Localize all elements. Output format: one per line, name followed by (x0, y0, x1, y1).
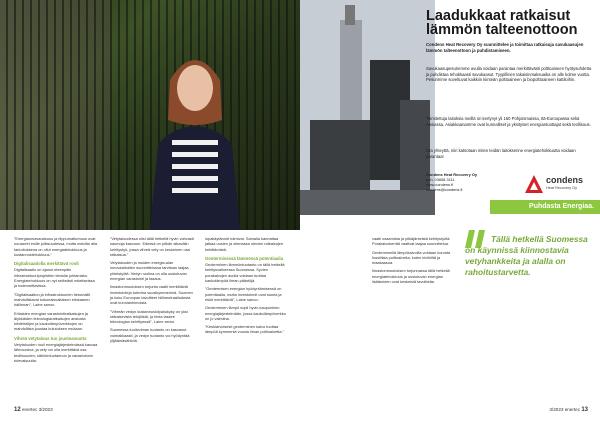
magazine-left: enertec 3/2023 (21, 407, 53, 412)
col1-p4: Erilaisten energian varastointiratkaisujen ja älykkäiden teknologiaratkaisujen ansiosta kiinteistöjen ja kaukolämpöverkkojen on mahdollista joustaa kulutuksen mukaan. (14, 310, 88, 332)
contact-web[interactable]: www.condens.fi (426, 182, 454, 187)
person-figure (140, 30, 250, 230)
logo-mark-icon (524, 174, 544, 194)
ad-para2: Toimitettuja laitoksia meillä on kertynyt yli 160 Pohjoismaissa, Itä-Euroopassa sekä Aasiassa. Asiakkaanamme ovat kunnalliset ja yksityiset energiantuottajat sekä teollisuus. (426, 116, 591, 127)
col1-p2: Digitalisaatio on ajanut eteenpäin infrastruktuuriprojektien tiedolla johtamista. Energiatehokkuus on nyt selkeästi mitattavissa ja todennettavissa. (14, 267, 95, 289)
ad-slogan: Puhdasta Energiaa. (490, 200, 600, 214)
col1-p3: "Digitalisaation ja infrastruktuurien tietomallit mahdollistavat kokonaisvaltaisen elinkaaren hallinnan", Laine sanoo. (14, 291, 91, 308)
ad-contact (426, 172, 506, 192)
ad-intro: Condens Heat Recovery Oy suunnittelee ja toimittaa ratkaisuja savukaasujen lämmön talteenottoon ja puhdistamiseen. (426, 42, 584, 53)
contact-phone: puh. 03658 3111 (426, 177, 455, 182)
pull-quote (465, 234, 590, 278)
footer-left (14, 407, 53, 413)
col2-p4: "Vihreän vedyn kustannuskilpailukyky on yksi ratkaisevista tekijöistä, ja hinta laskee teknologian kehittyessä", Laine arvioi. (110, 308, 188, 325)
col2-p1: "Vetytaloudessa olisi tällä hetkellä hyvin vahvasti saumoja kasvuun. Edessä on pitkän aikavälin kehitystyö, jossa vihreä vety on keskeinen osa ratkaisua." (110, 236, 194, 257)
magazine-right: 3/2023 enertec (549, 407, 581, 412)
col3-heading1: Geotermisessä lämmössä potentiaalia (205, 255, 284, 261)
col1-heading2: Vihreä vetytalous tuo jousteavuutta (14, 335, 87, 341)
col2-p3: Ilmastonmuutoksen torjunta vaatii merkittäviä investointeja tulevina vuosikymmeninä. Suomen ja koko Euroopan tavoitteet hiilineutraaliudesta ovat kunnianhimoisia. (110, 284, 193, 306)
article-column-1 (14, 236, 98, 366)
ad-para3: Ota yhteyttä, niin katsotaan miten teidän laitoksenne energiatehokkuutta voidaan parantaa! (426, 148, 576, 159)
col2-p5: Suomessa tuulivoiman tuotanto on kasvanut voimakkaasti, ja vedyn tuotanto voi hyödyntää ylijäämäsähköä. (110, 327, 190, 344)
col3-p5: "Keskiarvoisesti geoterminen kaivo tuottaa lämpöä kymmeniä vuosia ilman polttoainetta." (205, 324, 285, 335)
logo-sub: Heat Recovery Oy (546, 186, 578, 190)
col4-p2: Geotermisellä lämpökaivoilla voidaan korvata fossiilisia polttoaineita, kuten kivihiiltä ja maakaasua. (372, 249, 451, 266)
contact-company: Condens Heat Recovery Oy (426, 172, 478, 177)
col1-heading1: Digitalisaatiolla merkittävä rooli (14, 261, 79, 267)
col4-p1: vaatii osaamista ja pitkäjänteistä kehitystyötä. Porakaivokentät vaativat laajaa suunnittelua. (372, 236, 451, 247)
col3-p1: lupakäytännöt toimivat. Samalla kannattaa jatkaa uusien ja olemassa olevien ratkaisujen kehittämistä. (205, 236, 284, 252)
article-column-3 (205, 236, 289, 338)
col2-p2: Vetytalouden ja muiden energia-alan innovaatioiden suunnittelussa tarvitaan laajaa yhteistyötä. Vedyn roolina on olla uusiutuvan energian varastointi ja tasaus. (110, 260, 189, 282)
ad-heading (426, 10, 596, 37)
col4-p3: Ilmastonmuutoksen torjunnassa tällä hetkellä energiatehokkuus ja uusiutuvan energian lisääminen ovat keskeisiä tavoitteita. (372, 268, 450, 285)
pull-quote-text: Tällä hetkellä Suomessa on käynnissä kiinnostavia vetyhankkeita ja alalla on rahoitustarvetta. (465, 234, 588, 277)
col1-p1: "Energiaomavaraisuus ja riippumattomuus ovat nousseet esille julkisuudessa, mutta meidän alla tarkoituksena on ollut energiatehokkuus ja kustannustehokkuus." (14, 236, 98, 257)
article-column-2 (110, 236, 194, 346)
logo-name: condens (546, 175, 584, 185)
col1-p5: Vetytalouden rooli energiajärjestelmässä kasvaa lähivuosina, ja vety voi olla merkittävä osa teollisuuden, sähköntuotannon ja varastoinnin tulevaisuutta. (14, 342, 98, 363)
article-column-4 (372, 236, 456, 287)
ad-heading-line1: Laadukkaat ratkaisut (426, 8, 571, 24)
ad-para1: Savukaasupesuriemme avulla voidaan parantaa merkittävästi polttoaineen hyötysuhdetta ja puhdistaa tehokkaasti savukaasut. Tyypillinen takaisinmaksuaika on alle kolme vuotta. Pesurimme soveltuvat kaikkiin kiinteän polttoaineen ja biopolttoaineen kattiloihin. (426, 66, 592, 82)
page-number-left: 12 (14, 407, 21, 413)
portrait-photo (0, 0, 300, 230)
footer-right (549, 407, 588, 413)
col3-p3: "Geotermisen energian hyödyntämisessä on potentiaalia, mutta investoinnit ovat suuria ja riskit merkittäviä", Laine sanoo. (205, 286, 282, 302)
plant-photo (300, 0, 435, 215)
page-number-right: 13 (581, 407, 588, 413)
ad-heading-line2: lämmön talteenottoon (426, 21, 578, 38)
col3-p2: Geoterminen lämmöntuotanto on tällä hetkellä kehitysvaiheessa Suomessa. Syvien porakaivojen avulla voidaan tuottaa kaukolämpöä ilman päästöjä. (205, 262, 285, 284)
condens-logo (524, 174, 596, 194)
contact-email[interactable]: condens@condens.fi (426, 187, 463, 192)
condens-advertisement (300, 0, 600, 230)
col3-p4: Geoterminen lämpö sopii hyvin kaupunkien energiajärjestelmään, jossa kaukolämpöverkko on jo valmiina. (205, 305, 286, 321)
